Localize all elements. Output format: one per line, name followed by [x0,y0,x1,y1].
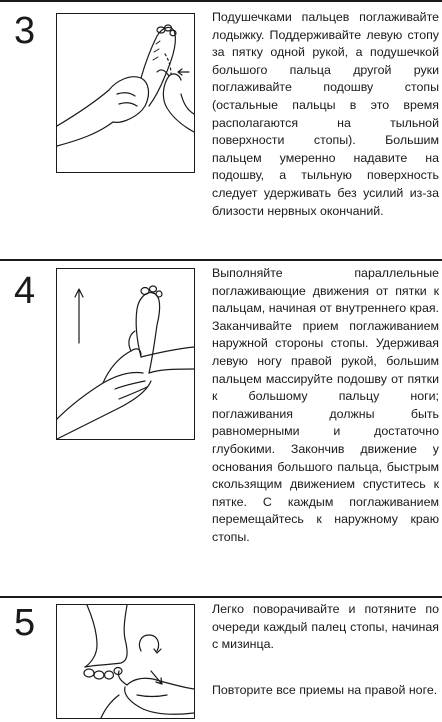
step-illustration-toe-rotation [56,604,195,719]
step-number: 4 [14,270,36,312]
step-note: Повторите все приемы на правой ноге. [212,683,438,697]
divider-top [0,0,442,2]
step-illustration-sole-stroking [56,268,195,440]
step-description: Легко поворачивайте и потяните по очереди каждый палец стопы, начиная с мизинца. [212,602,439,652]
divider-step-4 [0,259,442,261]
step-number: 5 [14,602,36,644]
step-number: 3 [14,10,36,52]
divider-step-5 [0,596,442,598]
step-description: Подушечками пальцев поглаживайте лодыжку. Поддерживайте левую стопу за пятку одной рукой, а подушечкой большого пальца другой руки поглаживайте подошву стопы (остальные пальцы в это время располагаются на тыльной поверхности стопы). Большим пальцем умеренно надавите на подошву, а тыльную поверхность следует удерживать без усилий из-за близости нервных окончаний. [212,10,439,218]
step-illustration-foot-arch [56,13,195,173]
step-description: Выполняйте параллельные поглаживающие движения от пятки к пальцам, начиная от внутреннего края. Заканчивайте прием поглаживанием наружной стороны стопы. Удерживая левую ногу правой рукой, большим пальцем массируйте подошву от пятки к большому пальцу ноги; поглаживания должны быть равномерными и достаточно глубокими. Закончив движение у основания большого пальца, быстрым скользящим движением спуститесь к пятке. С каждым поглаживанием перемещайтесь к наружному краю стопы. [212,266,439,544]
